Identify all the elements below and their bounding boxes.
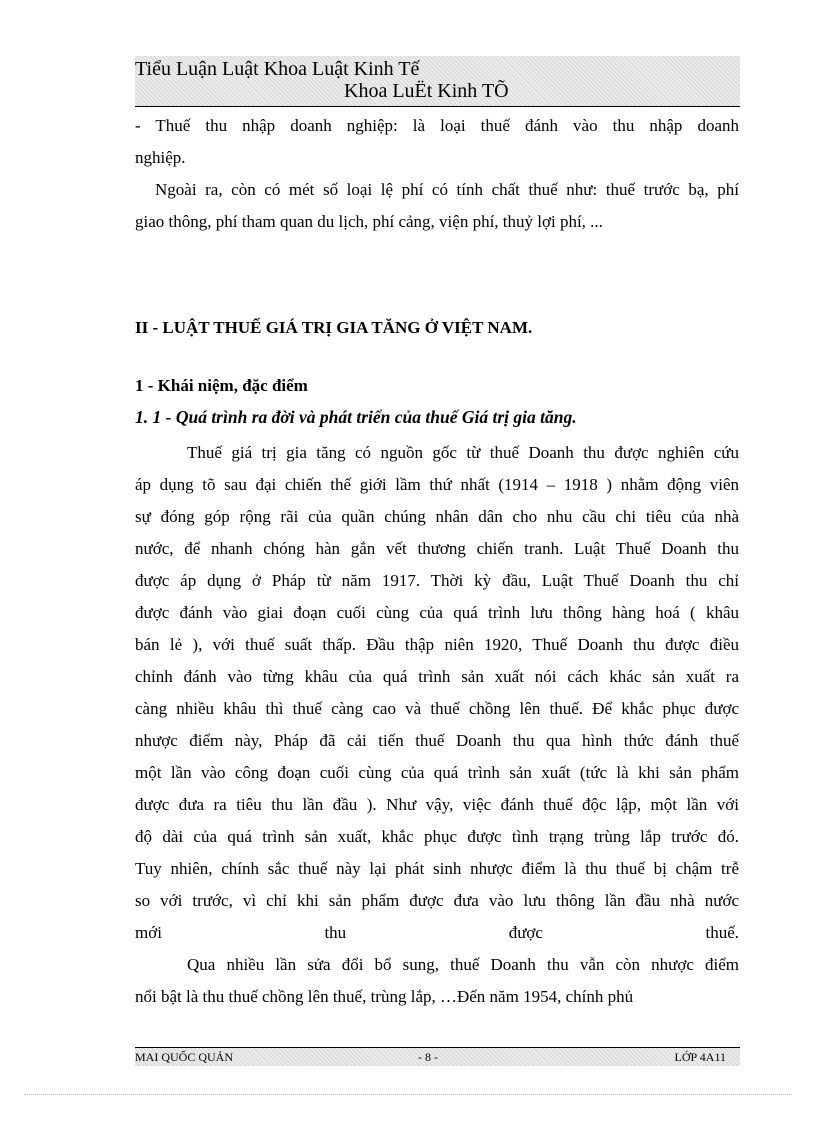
header-subtitle: Khoa LuËt Kinh TÕ bbox=[344, 80, 509, 102]
body-line: áp dụng tõ sau đại chiến thế giới lầm thứ nhất (1914 – 1918 ) nhằm động viên bbox=[135, 475, 739, 494]
other-fees-line-2: giao thông, phí tham quan du lịch, phí cảng, viện phí, thuỷ lợi phí, ... bbox=[135, 212, 603, 231]
body-line: càng nhiều khâu thì thuế càng cao và thuế chồng lên thuế. Để khắc phục được bbox=[135, 699, 739, 718]
body-line: được đưa ra tiêu thu lần đầu ). Như vậy, việc đánh thuế độc lập, một lần với bbox=[135, 795, 739, 814]
footer-class: LỚP 4A11 bbox=[674, 1050, 726, 1064]
subsection-heading: 1 - Khái niệm, đặc điểm bbox=[135, 376, 308, 395]
page-footer bbox=[135, 1047, 740, 1066]
other-fees-line-1: Ngoài ra, còn có mét số loại lệ phí có tính chất thuế như: thuế trước bạ, phí bbox=[155, 180, 739, 199]
body-line: được áp dụng ở Pháp từ năm 1917. Thời kỳ đầu, Luật Thuế Doanh thu chỉ bbox=[135, 571, 739, 590]
sub-subsection-heading: 1. 1 - Quá trình ra đời và phát triển của thuế Giá trị gia tăng. bbox=[135, 407, 577, 427]
body-line: Tuy nhiên, chính sắc thuế này lại phát sinh nhược điểm là thu thuế bị chậm trễ bbox=[135, 859, 739, 878]
footer-author: MAI QUỐC QUẢN bbox=[135, 1050, 233, 1064]
body-line: Thuế giá trị gia tăng có nguồn gốc từ thuế Doanh thu được nghiên cứu bbox=[187, 443, 739, 462]
body-line: nhược điểm này, Pháp đã cải tiến thuế Doanh thu qua hình thức đánh thuế bbox=[135, 731, 739, 750]
body-line: nổi bật là thu thuế chồng lên thuế, trùng lắp, …Đến năm 1954, chính phủ bbox=[135, 987, 634, 1006]
body-line: mới thu được thuế. bbox=[135, 923, 739, 942]
body-line: so với trước, vì chỉ khi sản phẩm được đưa vào lưu thông lần đầu nhà nước bbox=[135, 891, 739, 910]
body-line: sự đóng góp rộng rãi của quần chúng nhân dân cho nhu cầu chi tiêu của nhà bbox=[135, 507, 739, 526]
page-header bbox=[135, 56, 740, 107]
header-title: Tiểu Luận Luật Khoa Luật Kinh Tế bbox=[135, 58, 420, 80]
body-line: độ dài của quá trình sản xuất, khắc phục được tình trạng trùng lắp trước đó. bbox=[135, 827, 739, 846]
body-line: được đánh vào giai đoạn cuối cùng của quá trình lưu thông hàng hoá ( khâu bbox=[135, 603, 739, 622]
page-break-divider bbox=[24, 1094, 792, 1095]
footer-page-number: - 8 - bbox=[418, 1050, 438, 1064]
bullet-line-1: - Thuế thu nhập doanh nghiệp: là loại thuế đánh vào thu nhập doanh bbox=[135, 116, 739, 135]
body-line: chỉnh đánh vào từng khâu của quá trình sản xuất nói cách khác sản xuất ra bbox=[135, 667, 739, 686]
body-line: nước, để nhanh chóng hàn gắn vết thương chiến tranh. Luật Thuế Doanh thu bbox=[135, 539, 739, 558]
section-heading: II - LUẬT THUẾ GIÁ TRỊ GIA TĂNG Ở VIỆT NAM. bbox=[135, 318, 533, 337]
body-line: bán lẻ ), với thuế suất thấp. Đầu thập niên 1920, Thuế Doanh thu được điều bbox=[135, 635, 739, 654]
bullet-line-2: nghiệp. bbox=[135, 148, 186, 167]
body-line: một lần vào công đoạn cuối cùng của quá trình sản xuất (tức là khi sản phẩm bbox=[135, 763, 739, 782]
body-line: Qua nhiều lần sửa đổi bổ sung, thuế Doanh thu vẫn còn nhược điểm bbox=[187, 955, 739, 974]
